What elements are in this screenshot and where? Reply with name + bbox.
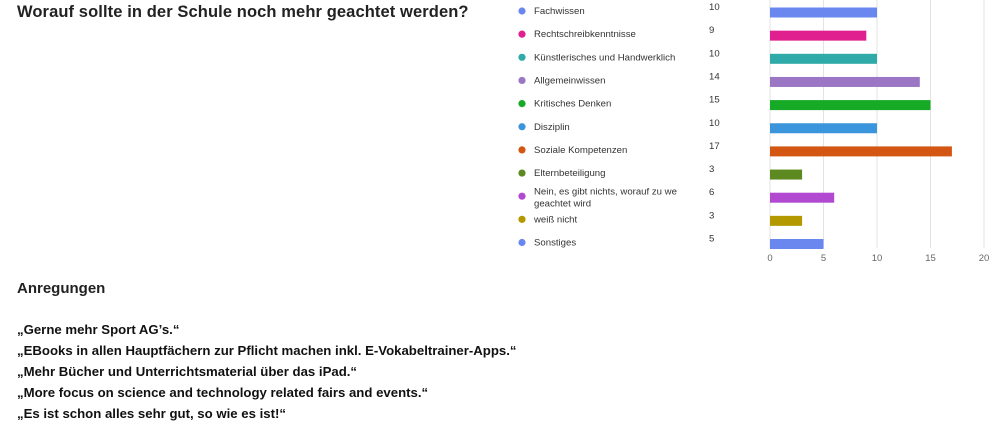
suggestion-item: „More focus on science and technology related fairs and events.“ bbox=[17, 385, 429, 400]
legend-dot bbox=[518, 239, 525, 246]
category-label: Elternbeteiligung bbox=[534, 168, 606, 180]
value-count: 17 bbox=[709, 140, 720, 152]
x-tick-label: 0 bbox=[767, 253, 773, 264]
category-label: Disziplin bbox=[534, 121, 570, 133]
bar bbox=[770, 54, 877, 64]
legend-dot bbox=[518, 7, 525, 14]
value-count: 3 bbox=[709, 164, 715, 176]
legend-dot bbox=[518, 77, 525, 84]
category-label: Sonstiges bbox=[534, 237, 577, 249]
value-count: 15 bbox=[709, 94, 720, 106]
value-count: 14 bbox=[709, 71, 720, 83]
value-count: 9 bbox=[709, 25, 715, 37]
bar bbox=[770, 100, 931, 110]
question-title: Worauf sollte in der Schule noch mehr geachtet werden? bbox=[17, 3, 469, 21]
bar bbox=[770, 31, 866, 41]
category-label: Künstlerisches und Handwerklich bbox=[534, 52, 676, 64]
suggestions-heading: Anregungen bbox=[17, 280, 106, 297]
bar bbox=[770, 8, 877, 18]
value-count: 3 bbox=[709, 210, 715, 222]
value-count: 5 bbox=[709, 233, 715, 245]
x-tick-label: 10 bbox=[871, 253, 883, 264]
legend-dot bbox=[518, 193, 525, 200]
suggestion-item: „Mehr Bücher und Unterrichtsmaterial über das iPad.“ bbox=[17, 364, 358, 379]
chart-x-axis bbox=[767, 253, 989, 264]
suggestion-item: „Es ist schon alles sehr gut, so wie es ist!“ bbox=[17, 406, 286, 421]
x-tick-label: 15 bbox=[925, 253, 936, 264]
value-count: 10 bbox=[709, 48, 720, 60]
category-label: Allgemeinwissen bbox=[534, 75, 606, 87]
category-label: Nein, es gibt nichts, worauf zu we geachtet wird bbox=[534, 186, 677, 210]
chart-bars bbox=[770, 8, 952, 250]
category-label: Soziale Kompetenzen bbox=[534, 144, 628, 156]
suggestion-item: „Gerne mehr Sport AG’s.“ bbox=[17, 322, 180, 337]
bar bbox=[770, 77, 920, 87]
legend-dot bbox=[518, 146, 525, 153]
bar bbox=[770, 146, 952, 156]
x-tick-label: 20 bbox=[978, 253, 990, 264]
legend-dot bbox=[518, 169, 525, 176]
bar bbox=[770, 216, 802, 226]
value-count: 10 bbox=[709, 117, 720, 129]
legend-dot bbox=[518, 216, 525, 223]
category-label: Kritisches Denken bbox=[534, 98, 612, 110]
category-label: Fachwissen bbox=[534, 6, 585, 17]
legend-dot bbox=[518, 123, 525, 130]
legend-dot bbox=[518, 54, 525, 61]
value-count: 10 bbox=[709, 2, 720, 13]
bar bbox=[770, 193, 834, 203]
x-tick-label: 5 bbox=[820, 253, 827, 264]
category-label: weiß nicht bbox=[534, 214, 578, 226]
value-count: 6 bbox=[709, 187, 715, 199]
legend-dot bbox=[518, 100, 525, 107]
chart-legend bbox=[518, 2, 720, 249]
bar bbox=[770, 170, 802, 180]
category-label: Rechtschreibkenntnisse bbox=[534, 29, 636, 41]
suggestions-list bbox=[17, 319, 517, 424]
legend-dot bbox=[518, 31, 525, 38]
bar bbox=[770, 123, 877, 133]
bar bbox=[770, 239, 824, 249]
suggestion-item: „EBooks in allen Hauptfächern zur Pflicht machen inkl. E-Vokabeltrainer-Apps.“ bbox=[17, 343, 517, 358]
